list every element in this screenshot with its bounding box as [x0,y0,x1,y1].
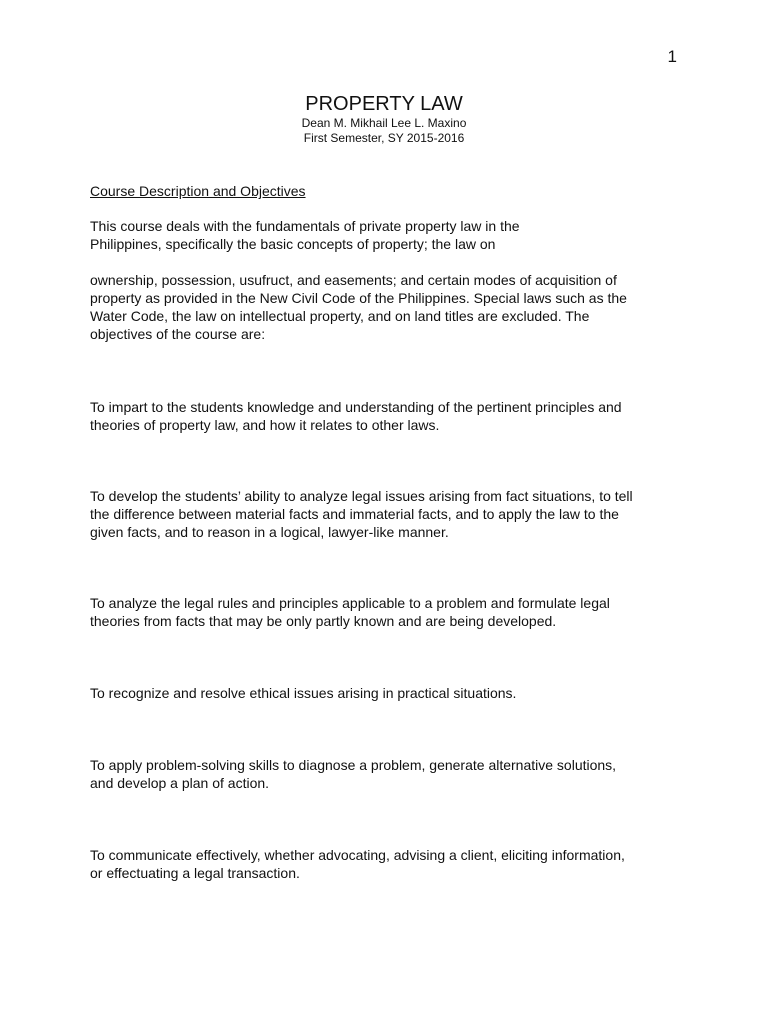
text-line: Water Code, the law on intellectual property, and on land titles are excluded. The [90,308,590,324]
text-line: Philippines, specifically the basic concepts of property; the law on [90,236,496,252]
text-line: This course deals with the fundamentals of private property law in the [90,218,520,234]
text-line: To develop the students’ ability to analyze legal issues arising from fact situations, to tell [90,488,633,504]
text-line: theories of property law, and how it relates to other laws. [90,417,440,433]
text-line: To analyze the legal rules and principles applicable to a problem and formulate legal [90,595,610,611]
text-line: To apply problem-solving skills to diagnose a problem, generate alternative solutions, [90,757,617,773]
author-line: Dean M. Mikhail Lee L. Maxino [301,116,467,130]
text-line: objectives of the course are: [90,326,266,342]
objective-5 [90,756,680,792]
text-line: given facts, and to reason in a logical, lawyer-like manner. [90,524,449,540]
text-line: theories from facts that may be only partly known and are being developed. [90,613,557,629]
term-line: First Semester, SY 2015-2016 [303,131,465,145]
objective-2 [90,487,680,541]
text-line: To recognize and resolve ethical issues arising in practical situations. [90,685,517,701]
text-line: To communicate effectively, whether advocating, advising a client, eliciting information, [90,847,625,863]
intro-paragraph-1 [90,217,680,253]
title-block [0,92,768,146]
intro-paragraph-2 [90,271,680,343]
section-heading: Course Description and Objectives [90,183,306,199]
objective-3 [90,594,680,630]
objective-4 [90,684,680,702]
text-line: the difference between material facts and immaterial facts, and to apply the law to the [90,506,619,522]
objective-6 [90,846,680,882]
document-title: PROPERTY LAW [305,93,463,115]
text-line: ownership, possession, usufruct, and easements; and certain modes of acquisition of [90,272,617,288]
text-line: and develop a plan of action. [90,775,270,791]
text-line: or effectuating a legal transaction. [90,865,300,881]
objective-1 [90,398,680,434]
text-line: property as provided in the New Civil Code of the Philippines. Special laws such as the [90,290,627,306]
text-line: To impart to the students knowledge and understanding of the pertinent principles and [90,399,622,415]
page-number: 1 [667,47,677,66]
